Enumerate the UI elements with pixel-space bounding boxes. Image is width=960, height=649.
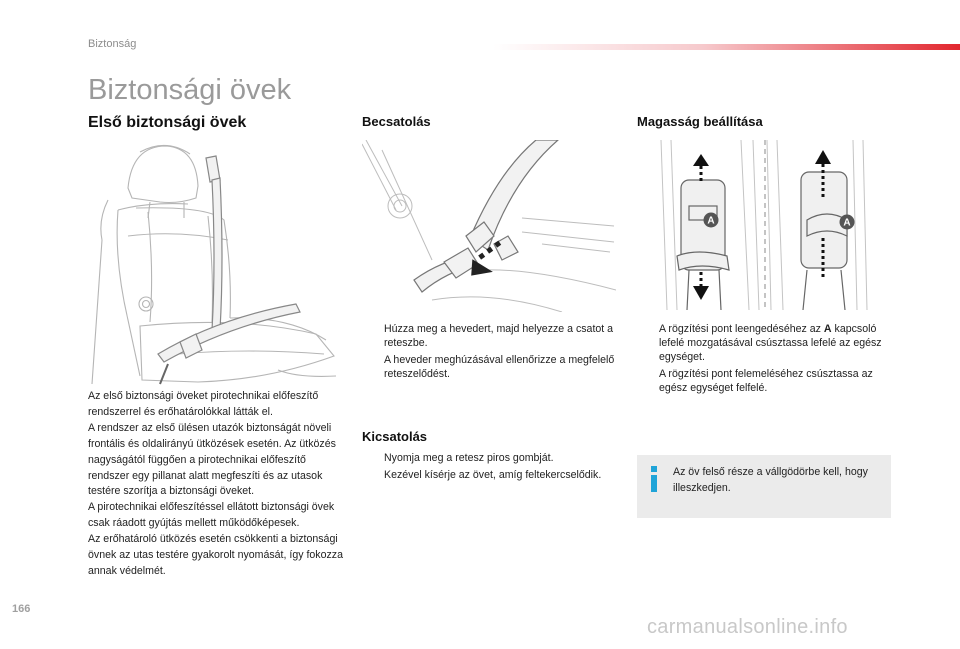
step-text: A heveder meghúzásával ellenőrizze a megfelelő reteszelődést. (384, 354, 615, 380)
buckle-illustration (362, 140, 616, 312)
list-item (637, 367, 891, 395)
step-text: A rögzítési pont felemeléséhez csúsztassa az egész egységet felfelé. (659, 368, 873, 394)
info-note (637, 455, 891, 518)
heading-unfastening: Kicsatolás (362, 429, 428, 444)
height-adjust-illustration (657, 140, 869, 310)
list-item (637, 322, 891, 364)
description-paragraph: Az első biztonsági öveket pirotechnikai előfeszítő rendszerrel és erőhatárolókkal látták el. (88, 390, 319, 418)
step-text: Húzza meg a hevedert, majd helyezze a csatot a reteszbe. (384, 323, 614, 349)
callout-a-left: A (707, 215, 715, 227)
description-paragraph: A rendszer az első ülésen utazók biztonságát növeli frontális és oldalirányú ütközések esetén. Az ütközés nagyságától függően a pirotechnikai előfeszítő rendszer egy pillanat alatt megfeszíti és az utasok testére szorítja a biztonsági öveket. (88, 421, 336, 498)
list-item (362, 322, 616, 350)
heading-fastening: Becsatolás (362, 114, 431, 129)
step-text: kapcsoló lefelé mozgatásával csúsztassa lefelé az egész egységet. (659, 323, 882, 363)
page-number: 166 (12, 603, 31, 615)
heading-front-belts: Első biztonsági övek (88, 114, 247, 131)
description-paragraph: Az erőhatároló ütközés esetén csökkenti a biztonsági övnek az utas testére gyakorolt nyomását, így fokozza annak védelmét. (88, 533, 343, 577)
height-adjust-steps (637, 322, 891, 398)
list-item (362, 468, 602, 482)
seat-belt-illustration (88, 140, 350, 385)
section-label: Biztonság (88, 38, 137, 50)
page-title: Biztonsági övek (88, 74, 292, 106)
watermark: carmanualsonline.info (647, 616, 848, 638)
info-icon (649, 466, 659, 492)
info-text: Az öv felső része a vállgödörbe kell, hogy illeszkedjen. (673, 466, 868, 494)
step-text: Nyomja meg a retesz piros gombját. (384, 452, 554, 464)
list-item (362, 451, 602, 465)
step-text: Kezével kísérje az övet, amíg feltekercselődik. (384, 469, 602, 481)
unfastening-steps (362, 451, 602, 485)
fastening-steps (362, 322, 616, 384)
header-accent-bar (493, 44, 960, 50)
callout-a-right: A (843, 217, 851, 229)
heading-height-adjust: Magasság beállítása (637, 114, 763, 129)
switch-label: A (823, 323, 832, 335)
list-item (362, 353, 616, 381)
step-text: A rögzítési pont leengedéséhez az (659, 323, 824, 335)
description-paragraph: A pirotechnikai előfeszítéssel ellátott biztonsági övek csak ráadott gyújtás mellett működőképesek. (88, 501, 335, 530)
front-belts-description (88, 389, 348, 580)
